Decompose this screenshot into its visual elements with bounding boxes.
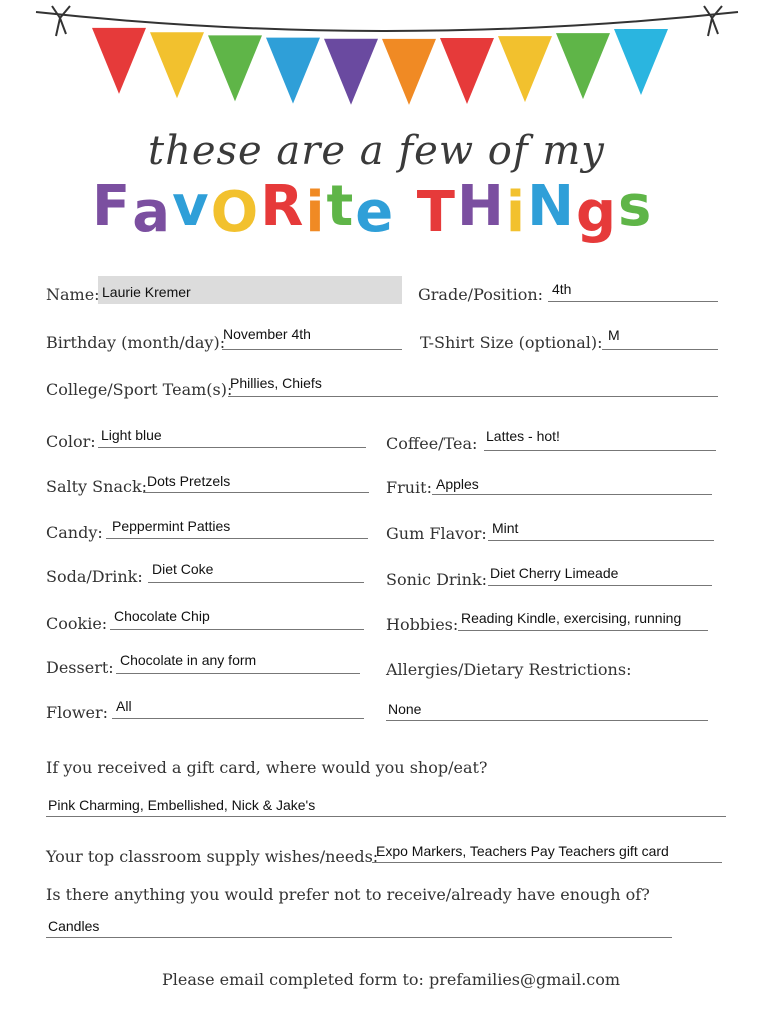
- gum-value[interactable]: Mint: [492, 520, 519, 536]
- dessert-line: [116, 673, 360, 674]
- cookie-line: [110, 629, 364, 630]
- title-letter: e: [355, 180, 396, 245]
- title-letter: N: [527, 174, 576, 239]
- title-letter: T: [416, 180, 457, 245]
- hobbies-label: Hobbies:: [386, 615, 459, 634]
- bunting-flag: [382, 39, 436, 105]
- gum-label: Gum Flavor:: [386, 524, 487, 543]
- tshirt-value[interactable]: M: [608, 327, 620, 343]
- gum-line: [488, 540, 714, 541]
- birthday-value[interactable]: November 4th: [223, 326, 311, 342]
- hobbies-line: [458, 630, 708, 631]
- title-letter: O: [210, 180, 261, 245]
- birthday-line: [222, 349, 402, 350]
- title-letter: t: [326, 174, 356, 239]
- birthday-label: Birthday (month/day):: [46, 333, 226, 352]
- bunting-flag: [440, 38, 494, 104]
- bunting-flag: [266, 38, 320, 104]
- flower-line: [112, 718, 364, 719]
- coffee-value[interactable]: Lattes - hot!: [486, 428, 560, 444]
- color-value[interactable]: Light blue: [101, 427, 162, 443]
- title-letter: H: [456, 174, 506, 239]
- bunting-flag: [92, 28, 146, 94]
- grade-label: Grade/Position:: [418, 285, 544, 304]
- title-letter: i: [505, 180, 528, 245]
- college-value[interactable]: Phillies, Chiefs: [230, 375, 322, 391]
- title-letter: v: [172, 174, 211, 239]
- bunting-flag: [150, 32, 204, 98]
- allergies-line: [386, 720, 708, 721]
- flower-label: Flower:: [46, 703, 109, 722]
- coffee-line: [484, 450, 716, 451]
- bunting-flag: [324, 39, 378, 105]
- title-letter: g: [575, 180, 619, 245]
- tshirt-line: [602, 349, 718, 350]
- title-letter: a: [132, 180, 173, 245]
- title-letter: F: [92, 174, 133, 239]
- soda-value[interactable]: Diet Coke: [152, 561, 214, 577]
- wishes-line: [372, 862, 722, 863]
- salty-label: Salty Snack:: [46, 477, 148, 496]
- cookie-label: Cookie:: [46, 614, 108, 633]
- giftcard-label: If you received a gift card, where would you shop/eat?: [46, 758, 488, 777]
- wishes-label: Your top classroom supply wishes/needs:: [46, 847, 379, 866]
- sonic-label: Sonic Drink:: [386, 570, 488, 589]
- dessert-value[interactable]: Chocolate in any form: [120, 652, 257, 668]
- bunting-flag: [556, 33, 610, 99]
- giftcard-line: [46, 816, 726, 817]
- title-letter: i: [305, 180, 327, 245]
- giftcard-value[interactable]: Pink Charming, Embellished, Nick & Jake's: [48, 797, 316, 813]
- salty-line: [143, 492, 369, 493]
- bunting-flag: [208, 35, 262, 101]
- candy-value[interactable]: Peppermint Patties: [112, 518, 231, 534]
- title-letter: [395, 174, 417, 239]
- sonic-line: [488, 585, 712, 586]
- title-letter: R: [260, 174, 306, 239]
- color-label: Color:: [46, 432, 96, 451]
- notreceive-label: Is there anything you would prefer not to receive/already have enough of?: [46, 885, 650, 904]
- bunting-flag: [614, 29, 668, 95]
- sonic-value[interactable]: Diet Cherry Limeade: [490, 565, 619, 581]
- hobbies-value[interactable]: Reading Kindle, exercising, running: [461, 610, 682, 626]
- allergies-value[interactable]: None: [388, 701, 422, 717]
- notreceive-line: [46, 937, 672, 938]
- coffee-label: Coffee/Tea:: [386, 434, 478, 453]
- wishes-value[interactable]: Expo Markers, Teachers Pay Teachers gift card: [376, 843, 669, 859]
- soda-label: Soda/Drink:: [46, 567, 143, 586]
- candy-line: [106, 538, 368, 539]
- name-label: Name:: [46, 285, 100, 304]
- name-value[interactable]: Laurie Kremer: [102, 284, 191, 300]
- flower-value[interactable]: All: [116, 698, 132, 714]
- bunting-banner: [0, 0, 770, 130]
- color-line: [98, 447, 366, 448]
- title-line2: [92, 174, 654, 245]
- bow-left-icon: [52, 6, 70, 36]
- tshirt-label: T-Shirt Size (optional):: [420, 333, 603, 352]
- fruit-line: [432, 494, 712, 495]
- candy-label: Candy:: [46, 523, 103, 542]
- grade-value[interactable]: 4th: [552, 281, 572, 297]
- cookie-value[interactable]: Chocolate Chip: [114, 608, 210, 624]
- title-line1: these are a few of my: [148, 128, 605, 174]
- fruit-value[interactable]: Apples: [436, 476, 479, 492]
- bow-right-icon: [704, 6, 722, 36]
- grade-line: [548, 301, 718, 302]
- college-line: [228, 396, 718, 397]
- footer-email-instruction: Please email completed form to: prefamilies@gmail.com: [162, 970, 621, 989]
- allergies-label: Allergies/Dietary Restrictions:: [386, 660, 632, 679]
- bunting-flag: [498, 36, 552, 102]
- dessert-label: Dessert:: [46, 658, 114, 677]
- fruit-label: Fruit:: [386, 478, 432, 497]
- college-label: College/Sport Team(s):: [46, 380, 233, 399]
- soda-line: [148, 582, 364, 583]
- salty-value[interactable]: Dots Pretzels: [147, 473, 231, 489]
- notreceive-value[interactable]: Candles: [48, 918, 100, 934]
- title-letter: s: [618, 174, 654, 239]
